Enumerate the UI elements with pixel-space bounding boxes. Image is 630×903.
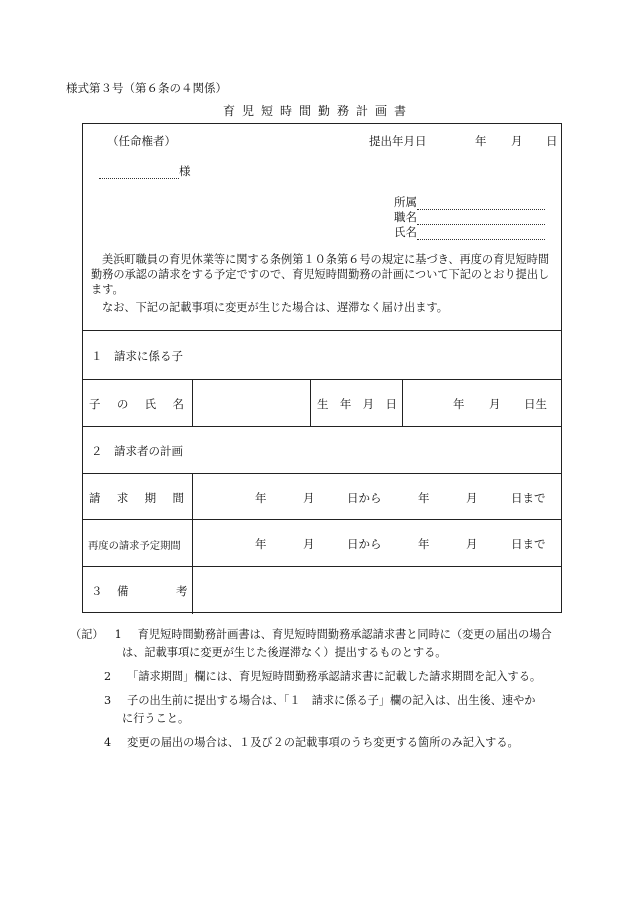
- note-text: に行うこと。: [122, 712, 190, 725]
- request-period-label: [89, 490, 184, 506]
- birthdate-label-char: 月: [362, 397, 375, 411]
- notes-section: [70, 626, 570, 752]
- birth-month-label: 月: [489, 397, 501, 411]
- note-item-1: [70, 626, 570, 644]
- divider-v-4: [192, 473, 193, 614]
- birthdate-label-char: 生: [317, 397, 329, 411]
- birth-year-label: 年: [453, 397, 465, 411]
- note-item-2: [70, 668, 570, 686]
- section2-heading: ２ 請求者の計画: [91, 444, 183, 458]
- birth-day-label: 日生: [524, 397, 547, 411]
- birthdate-label-char: 年: [339, 397, 352, 411]
- divider-6: [83, 566, 561, 567]
- repeat-to-year: 年: [418, 537, 430, 551]
- divider-3: [83, 426, 561, 427]
- child-name-label-char: 氏: [144, 397, 157, 411]
- note-text: 「請求期間」欄には、育児短時間勤務承認請求書に記載した請求期間を記入する。: [127, 670, 542, 683]
- note-number: 4: [104, 736, 112, 749]
- note-item-3: [70, 692, 570, 710]
- divider-v-1: [192, 379, 193, 426]
- divider-4: [83, 473, 561, 474]
- position-label: 職名: [394, 210, 417, 224]
- note-item-3-cont: [70, 710, 570, 728]
- child-name-label-char: 名: [172, 397, 184, 411]
- form-table: [82, 123, 562, 613]
- section1-heading: １ 請求に係る子: [91, 349, 183, 363]
- addressee-blank[interactable]: [99, 167, 179, 179]
- repeat-period-label: 再度の請求予定期間: [88, 540, 181, 552]
- request-to-day: 日まで: [511, 491, 546, 505]
- child-name-label: [89, 396, 184, 412]
- submission-year-label: 年: [475, 134, 487, 148]
- repeat-from-day: 日から: [347, 537, 382, 551]
- addressee-line: [99, 163, 191, 179]
- submission-month-label: 月: [511, 134, 523, 148]
- name-line: [394, 224, 545, 240]
- note-item-1-cont: [70, 644, 570, 662]
- divider-1: [83, 330, 561, 331]
- repeat-from-month: 月: [303, 537, 315, 551]
- divider-v-3: [402, 379, 403, 426]
- divider-v-2: [310, 379, 311, 426]
- body-paragraph-1: 美浜町職員の育児休業等に関する条例第１０条第６号の規定に基づき、再度の育児短時間勤務の承認の請求をする予定ですので、育児短時間勤務の計画について下記のとおり提出します。: [91, 253, 550, 296]
- request-period-label-char: 期: [144, 491, 157, 505]
- section3-number: ３: [91, 584, 103, 598]
- note-text: 変更の届出の場合は、１及び２の記載事項のうち変更する箇所のみ記入する。: [127, 736, 519, 749]
- submission-day-label: 日: [546, 134, 558, 148]
- request-period-label-char: 求: [116, 491, 129, 505]
- remarks-field[interactable]: [194, 568, 559, 611]
- note-text: 育児短時間勤務計画書は、育児短時間勤務承認請求書と同時に（変更の届出の場合: [137, 628, 552, 641]
- repeat-to-month: 月: [466, 537, 478, 551]
- section3-label-char: 考: [176, 584, 188, 598]
- note-number: 1: [114, 628, 122, 641]
- repeat-to-day: 日まで: [511, 537, 546, 551]
- affiliation-line: [394, 194, 545, 210]
- position-line: [394, 209, 545, 225]
- request-to-year: 年: [418, 491, 430, 505]
- repeat-from-year: 年: [255, 537, 267, 551]
- note-text: は、記載事項に変更が生じた後遅滞なく）提出するものとする。: [122, 646, 447, 659]
- birthdate-label-char: 日: [385, 397, 397, 411]
- honorific: 様: [179, 164, 191, 178]
- name-label: 氏名: [394, 225, 417, 239]
- request-from-day: 日から: [347, 491, 382, 505]
- section3-label-char: 備: [117, 584, 129, 598]
- affiliation-label: 所属: [394, 195, 417, 209]
- request-from-month: 月: [303, 491, 315, 505]
- child-name-label-char: 子: [89, 397, 101, 411]
- request-from-year: 年: [255, 491, 267, 505]
- appointer-label: （任命権者）: [107, 134, 176, 148]
- divider-5: [83, 519, 561, 520]
- body-paragraph-2: なお、下記の記載事項に変更が生じた場合は、遅滞なく届け出ます。: [102, 301, 448, 314]
- divider-2: [83, 379, 561, 380]
- birthdate-label: [317, 396, 397, 412]
- note-item-4: [70, 734, 570, 752]
- request-period-label-char: 間: [172, 491, 184, 505]
- request-to-month: 月: [466, 491, 478, 505]
- child-name-field[interactable]: [194, 381, 308, 424]
- notes-prefix: （記）: [70, 628, 104, 641]
- request-period-label-char: 請: [89, 491, 101, 505]
- child-name-label-char: の: [116, 397, 129, 411]
- note-number: 3: [104, 694, 112, 707]
- note-text: 子の出生前に提出する場合は、「１ 請求に係る子」欄の記入は、出生後、速やか: [127, 694, 536, 707]
- submission-date-label: 提出年月日: [369, 134, 427, 148]
- name-blank[interactable]: [417, 228, 545, 240]
- document-title: 育児短時間勤務計画書: [222, 104, 413, 118]
- note-number: 2: [104, 670, 112, 683]
- form-number: 様式第３号（第６条の４関係）: [66, 81, 227, 95]
